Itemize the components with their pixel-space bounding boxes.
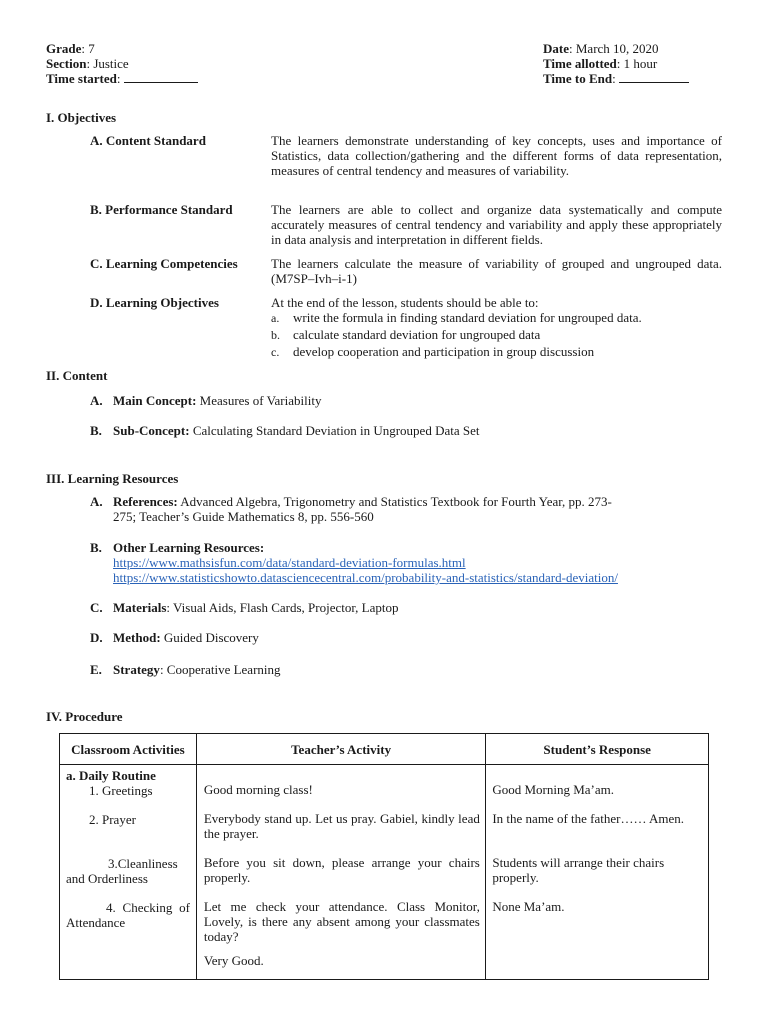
time-started-value: : [116,71,124,86]
learning-objective-item [271,327,540,343]
competencies-label: C. Learning Competencies [90,256,238,271]
time-started-field [46,71,198,87]
method-value: Guided Discovery [160,630,259,645]
time-to-end-value: : [612,71,619,86]
section-value: : Justice [86,56,129,71]
time-started-label: Time started [46,71,117,86]
daily-routine-label: a. Daily Routine [66,768,156,783]
grade-field [46,41,95,57]
col-header-teacher: Teacher’s Activity [196,734,486,765]
time-allotted-value: : 1 hour [616,56,658,71]
references-line1: Advanced Algebra, Trigonometry and Statistics Textbook for Fourth Year, pp. 273- [177,494,612,509]
objectives-title: I. Objectives [46,110,117,125]
time-started-blank [124,71,198,83]
grade-value: : 7 [81,41,95,56]
activity-prayer: 2. Prayer [89,812,136,827]
method-label: Method: [113,630,161,645]
activity-greetings: 1. Greetings [89,783,153,798]
learning-objective-letter: c. [271,345,280,359]
student-greeting: Good Morning Ma’am. [492,782,615,797]
time-to-end-blank [619,71,689,83]
performance-standard-label: B. Performance Standard [90,202,233,217]
materials-letter: C. [90,600,103,615]
table-row [60,765,709,980]
table-header-row [60,734,709,765]
date-label: Date [543,41,569,56]
section-label: Section [46,56,87,71]
strategy-label: Strategy [113,662,160,677]
strategy-letter: E. [90,662,102,677]
section-field [46,56,129,72]
method-letter: D. [90,630,103,645]
content-standard-label: A. Content Standard [90,133,206,148]
references-line2: 275; Teacher’s Guide Mathematics 8, pp. 556-560 [113,509,374,524]
materials-value: : Visual Aids, Flash Cards, Projector, Laptop [166,600,399,615]
mathsisfun-link[interactable]: https://www.mathsisfun.com/data/standard-deviation-formulas.html [113,555,466,570]
teacher-prayer: Everybody stand up. Let us pray. Gabiel, kindly lead the prayer. [203,811,480,841]
header-row-2 [0,56,768,72]
method-item [90,630,259,646]
learning-objective-letter: b. [271,328,280,342]
materials-label: Materials [113,600,167,615]
header-row-1 [0,41,768,57]
student-cell [486,765,709,980]
main-concept-label: Main Concept: [113,393,197,408]
student-cleanliness: Students will arrange their chairs properly. [492,855,665,885]
references-item [90,494,612,510]
activity-attendance: 4. Checking of Attendance [66,900,190,930]
grade-label: Grade [46,41,82,56]
teacher-cleanliness: Before you sit down, please arrange your chairs properly. [203,855,480,885]
learning-objective-text: calculate standard deviation for ungrouped data [293,327,541,342]
strategy-item [90,662,281,678]
learning-objective-text: write the formula in finding standard deviation for ungrouped data. [293,310,642,325]
time-allotted-field [543,56,657,72]
learning-objective-item [271,344,594,360]
student-prayer: In the name of the father…… Amen. [492,811,685,826]
main-concept-item [90,393,321,409]
teacher-cell [196,765,486,980]
references-letter: A. [90,494,103,509]
activity-cleanliness: 3.Cleanliness and Orderliness [66,856,178,886]
content-standard-text: The learners demonstrate understanding of key concepts, uses and importance of Statistics, data collection/gathering and the different forms of data representation, measures of central tendency and measures of variability. [271,133,722,178]
performance-standard-text: The learners are able to collect and organize data systematically and compute accurately measures of central tendency and variability and apply these appropriately in data analysis and interpretation in different fields. [271,202,722,247]
sub-concept-value: Calculating Standard Deviation in Ungrouped Data Set [189,423,480,438]
activities-cell [60,765,197,980]
col-header-student: Student’s Response [486,734,709,765]
strategy-value: : Cooperative Learning [159,662,281,677]
main-concept-value: Measures of Variability [196,393,322,408]
time-to-end-field [543,71,689,87]
learning-objective-letter: a. [271,311,280,325]
procedure-table [59,733,709,980]
date-field [543,41,659,57]
time-allotted-label: Time allotted [543,56,617,71]
sub-concept-item [90,423,479,439]
other-resources-label: Other Learning Resources: [113,540,265,555]
content-title: II. Content [46,368,108,383]
learning-objective-text: develop cooperation and participation in group discussion [293,344,595,359]
header-row-3 [0,71,768,87]
statisticshowto-link[interactable]: https://www.statisticshowto.datasciencecentral.com/probability-and-statistics/standard-deviation/ [113,570,618,585]
date-value: : March 10, 2020 [569,41,659,56]
references-label: References: [113,494,178,509]
resources-title: III. Learning Resources [46,471,179,486]
sub-concept-letter: B. [90,423,102,438]
learning-objectives-label: D. Learning Objectives [90,295,219,310]
other-resources-letter: B. [90,540,102,555]
main-concept-letter: A. [90,393,103,408]
materials-item [90,600,399,616]
other-resources-item [90,540,264,556]
teacher-attendance: Let me check your attendance. Class Monitor, Lovely, is there any absent among your classmates today? [203,899,480,944]
time-to-end-label: Time to End [543,71,613,86]
learning-objective-item [271,310,642,326]
col-header-activities: Classroom Activities [60,734,197,765]
teacher-very-good: Very Good. [203,953,264,968]
learning-objectives-intro: At the end of the lesson, students should be able to: [271,295,539,310]
procedure-title: IV. Procedure [46,709,123,724]
competencies-text: The learners calculate the measure of variability of grouped and ungrouped data. (M7SP–Ivh–i-1) [271,256,722,286]
sub-concept-label: Sub-Concept: [113,423,190,438]
student-attendance: None Ma’am. [492,899,565,914]
teacher-greeting: Good morning class! [203,782,313,797]
